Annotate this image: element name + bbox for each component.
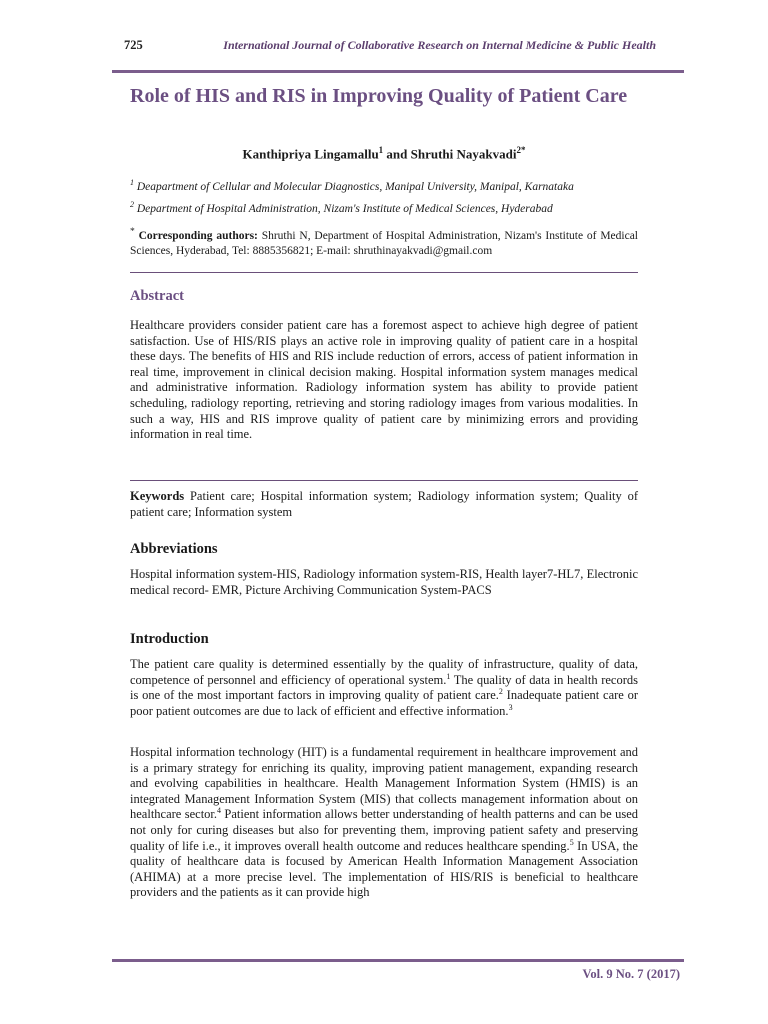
abbreviations-text: Hospital information system-HIS, Radiology information system-RIS, Health layer7-HL7, Electronic medical record- EMR, Picture Archiving Communication System-PACS	[130, 567, 638, 597]
sentence: Inadequate patient care or poor patient outcomes are due to lack of efficient and effective information.	[130, 688, 638, 718]
keywords-text: Patient care; Hospital information system; Radiology information system; Quality of patient care; Information system	[130, 489, 638, 519]
author-affil-ref: 2*	[516, 145, 526, 155]
section-divider	[130, 480, 638, 481]
keywords-label: Keywords	[130, 489, 185, 503]
sentence: Hospital information technology (HIT) is a fundamental requirement in healthcare improvement and is a primary strategy for enriching its quality, improving patient management, expanding research and evolving capabilities in healthcare. Health Management Information System (HMIS) is an integrated Management Information System (MIS) that collects management information about on healthcare sector.	[130, 745, 638, 822]
corresponding-label: Corresponding authors:	[134, 229, 258, 242]
sentence: The patient care quality is determined essentially by the quality of infrastructure, quality of data, competence of personnel and efficiency of operational system.	[130, 657, 638, 687]
introduction-paragraph-2	[130, 745, 638, 901]
journal-title: International Journal of Collaborative Research on Internal Medicine & Public Health	[223, 38, 656, 52]
sentence: In USA, the quality of healthcare data is focused by American Health Information Management Association (AHIMA) at a more precise level. The implementation of HIS/RIS is beneficial to healthcare providers and the patients as it can provide high	[130, 838, 638, 900]
author-line	[130, 145, 638, 162]
affiliation-2	[130, 197, 638, 217]
affiliation-text: Deapartment of Cellular and Molecular Diagnostics, Manipal University, Manipal, Karnataka	[134, 180, 574, 193]
corresponding-author	[130, 224, 638, 259]
keywords	[130, 489, 638, 520]
author-name: Kanthipriya Lingamallu	[242, 146, 379, 162]
sentence: The quality of data in health records is one of the most important factors in improving quality of patient care.	[130, 672, 638, 703]
citation-ref: 4	[217, 806, 222, 816]
running-header	[120, 38, 680, 58]
citation-ref: 1	[446, 671, 451, 681]
introduction-heading: Introduction	[130, 631, 209, 647]
affiliation-1	[130, 175, 638, 195]
author-affil-ref: 1	[378, 145, 384, 155]
introduction-paragraph-1	[130, 657, 638, 719]
affiliation-text: Department of Hospital Administration, Nizam's Institute of Medical Sciences, Hyderabad	[134, 202, 553, 215]
affiliation-marker: 1	[130, 178, 134, 187]
author-name: Shruthi Nayakvadi	[410, 146, 517, 162]
author-separator: and	[383, 146, 411, 162]
abbreviations-heading: Abbreviations	[130, 541, 218, 557]
section-divider	[130, 272, 638, 273]
citation-ref: 3	[508, 702, 513, 712]
footer-divider	[112, 959, 684, 962]
header-divider	[112, 70, 684, 73]
corresponding-marker: *	[130, 226, 135, 237]
abstract-text: Healthcare providers consider patient care has a foremost aspect to achieve high degree of patient satisfaction. Use of HIS/RIS plays an active role in improving quality of patient care in a hospital these days. The benefits of HIS and RIS include reduction of errors, access of patient information in real time, improvement in clinical decision making. Hospital information system manages medical and administrative information. Radiology information system has ability to provide patient scheduling, radiology reporting, retrieving and storing radiology images from various modalities. In such a way, HIS and RIS improve quality of patient care by minimizing errors and providing information in real time.	[130, 318, 638, 442]
page-number: 725	[124, 38, 143, 52]
corresponding-text: Shruthi N, Department of Hospital Administration, Nizam's Institute of Medical Sciences, Hyderabad, Tel: 8885356821; E-mail: shruthinayakvadi@gmail.com	[130, 229, 638, 257]
citation-ref: 5	[569, 837, 574, 847]
abstract-heading: Abstract	[130, 288, 184, 304]
affiliation-marker: 2	[130, 200, 134, 209]
citation-ref: 2	[498, 687, 503, 697]
article-title: Role of HIS and RIS in Improving Quality of Patient Care	[130, 85, 628, 107]
volume-info: Vol. 9 No. 7 (2017)	[582, 967, 680, 981]
sentence: Patient information allows better understanding of health patterns and can be used not only for curing diseases but also for preventing them, improving patient safety and preserving quality of life i.e., it improves overall health outcome and reduces healthcare spending.	[130, 807, 638, 853]
